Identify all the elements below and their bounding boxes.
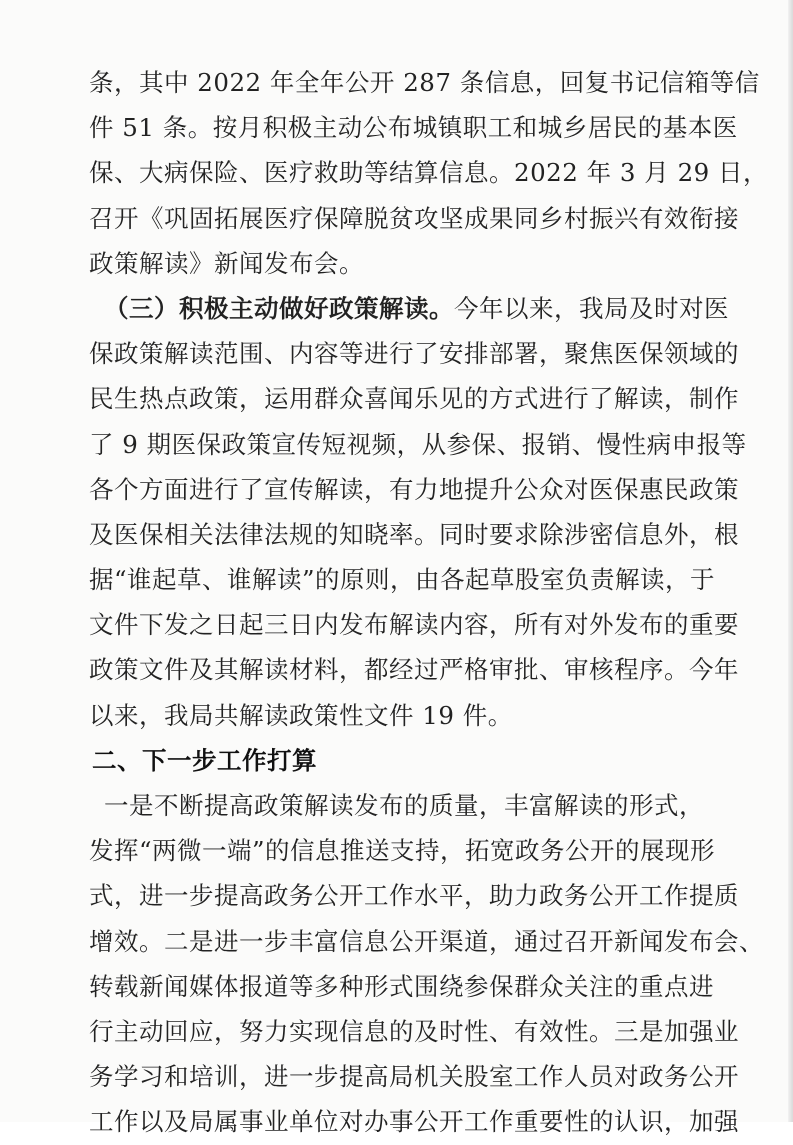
section-3-policy-interpretation (0, 286, 793, 738)
next-steps-paragraph (0, 783, 793, 1145)
paragraph-line: 及医保相关法律法规的知晓率。同时要求除涉密信息外，根 (89, 519, 739, 549)
paragraph-line: 各个方面进行了宣传解读，有力地提升公众对医保惠民政策 (89, 474, 739, 504)
section-3-heading: （三）积极主动做好政策解读。 (104, 293, 454, 323)
paragraph-line: 据“谁起草、谁解读”的原则，由各起草股室负责解读，于 (89, 565, 716, 595)
section-3-first-line-text: 今年以来，我局及时对医 (454, 293, 729, 323)
paragraph-line: 召开《巩固拓展医疗保障脱贫攻坚成果同乡村振兴有效衔接 (89, 203, 739, 233)
paragraph-line: 保、大病保险、医疗救助等结算信息。2022 年 3 月 29 日， (89, 158, 769, 188)
paragraph-line: 发挥“两微一端”的信息推送支持，拓宽政务公开的展现形 (89, 836, 716, 866)
paragraph-line: 增效。二是进一步丰富信息公开渠道，通过召开新闻发布会、 (89, 926, 764, 956)
paragraph-line: 政策解读》新闻发布会。 (89, 248, 364, 278)
paragraph-line: 了 9 期医保政策宣传短视频，从参保、报销、慢性病申报等 (89, 429, 747, 459)
page-edge-shadow (788, 0, 793, 1122)
section-1-continued (0, 60, 793, 286)
paragraph-line: 件 51 条。按月积极主动公布城镇职工和城乡居民的基本医 (89, 113, 738, 143)
paragraph-first-line: 一是不断提高政策解读发布的质量，丰富解读的形式， (104, 791, 704, 820)
paragraph-line: 条，其中 2022 年全年公开 287 条信息，回复书记信箱等信 (89, 68, 760, 97)
paragraph-line: 保政策解读范围、内容等进行了安排部署，聚焦医保领域的 (89, 339, 739, 369)
paragraph-line: 行主动回应，努力实现信息的及时性、有效性。三是加强业 (89, 1016, 739, 1046)
section-2-heading: 二、下一步工作打算 (92, 745, 317, 775)
paragraph-line: 务学习和培训，进一步提高局机关股室工作人员对政务公开 (89, 1062, 739, 1092)
paragraph-line: 转载新闻媒体报道等多种形式围绕参保群众关注的重点进 (89, 971, 714, 1001)
paragraph-line: 政策文件及其解读材料，都经过严格审批、审核程序。今年 (89, 655, 739, 685)
paragraph-line: 民生热点政策，运用群众喜闻乐见的方式进行了解读，制作 (89, 384, 739, 414)
paragraph-line: 文件下发之日起三日内发布解读内容，所有对外发布的重要 (89, 610, 739, 640)
paragraph-line: 式，进一步提高政务公开工作水平，助力政务公开工作提质 (89, 881, 739, 911)
paragraph-line: 工作以及局属事业单位对办事公开工作重要性的认识，加强 (89, 1107, 739, 1137)
section-3-first-line (0, 286, 793, 331)
paragraph-line: 以来，我局共解读政策性文件 19 件。 (89, 700, 513, 730)
